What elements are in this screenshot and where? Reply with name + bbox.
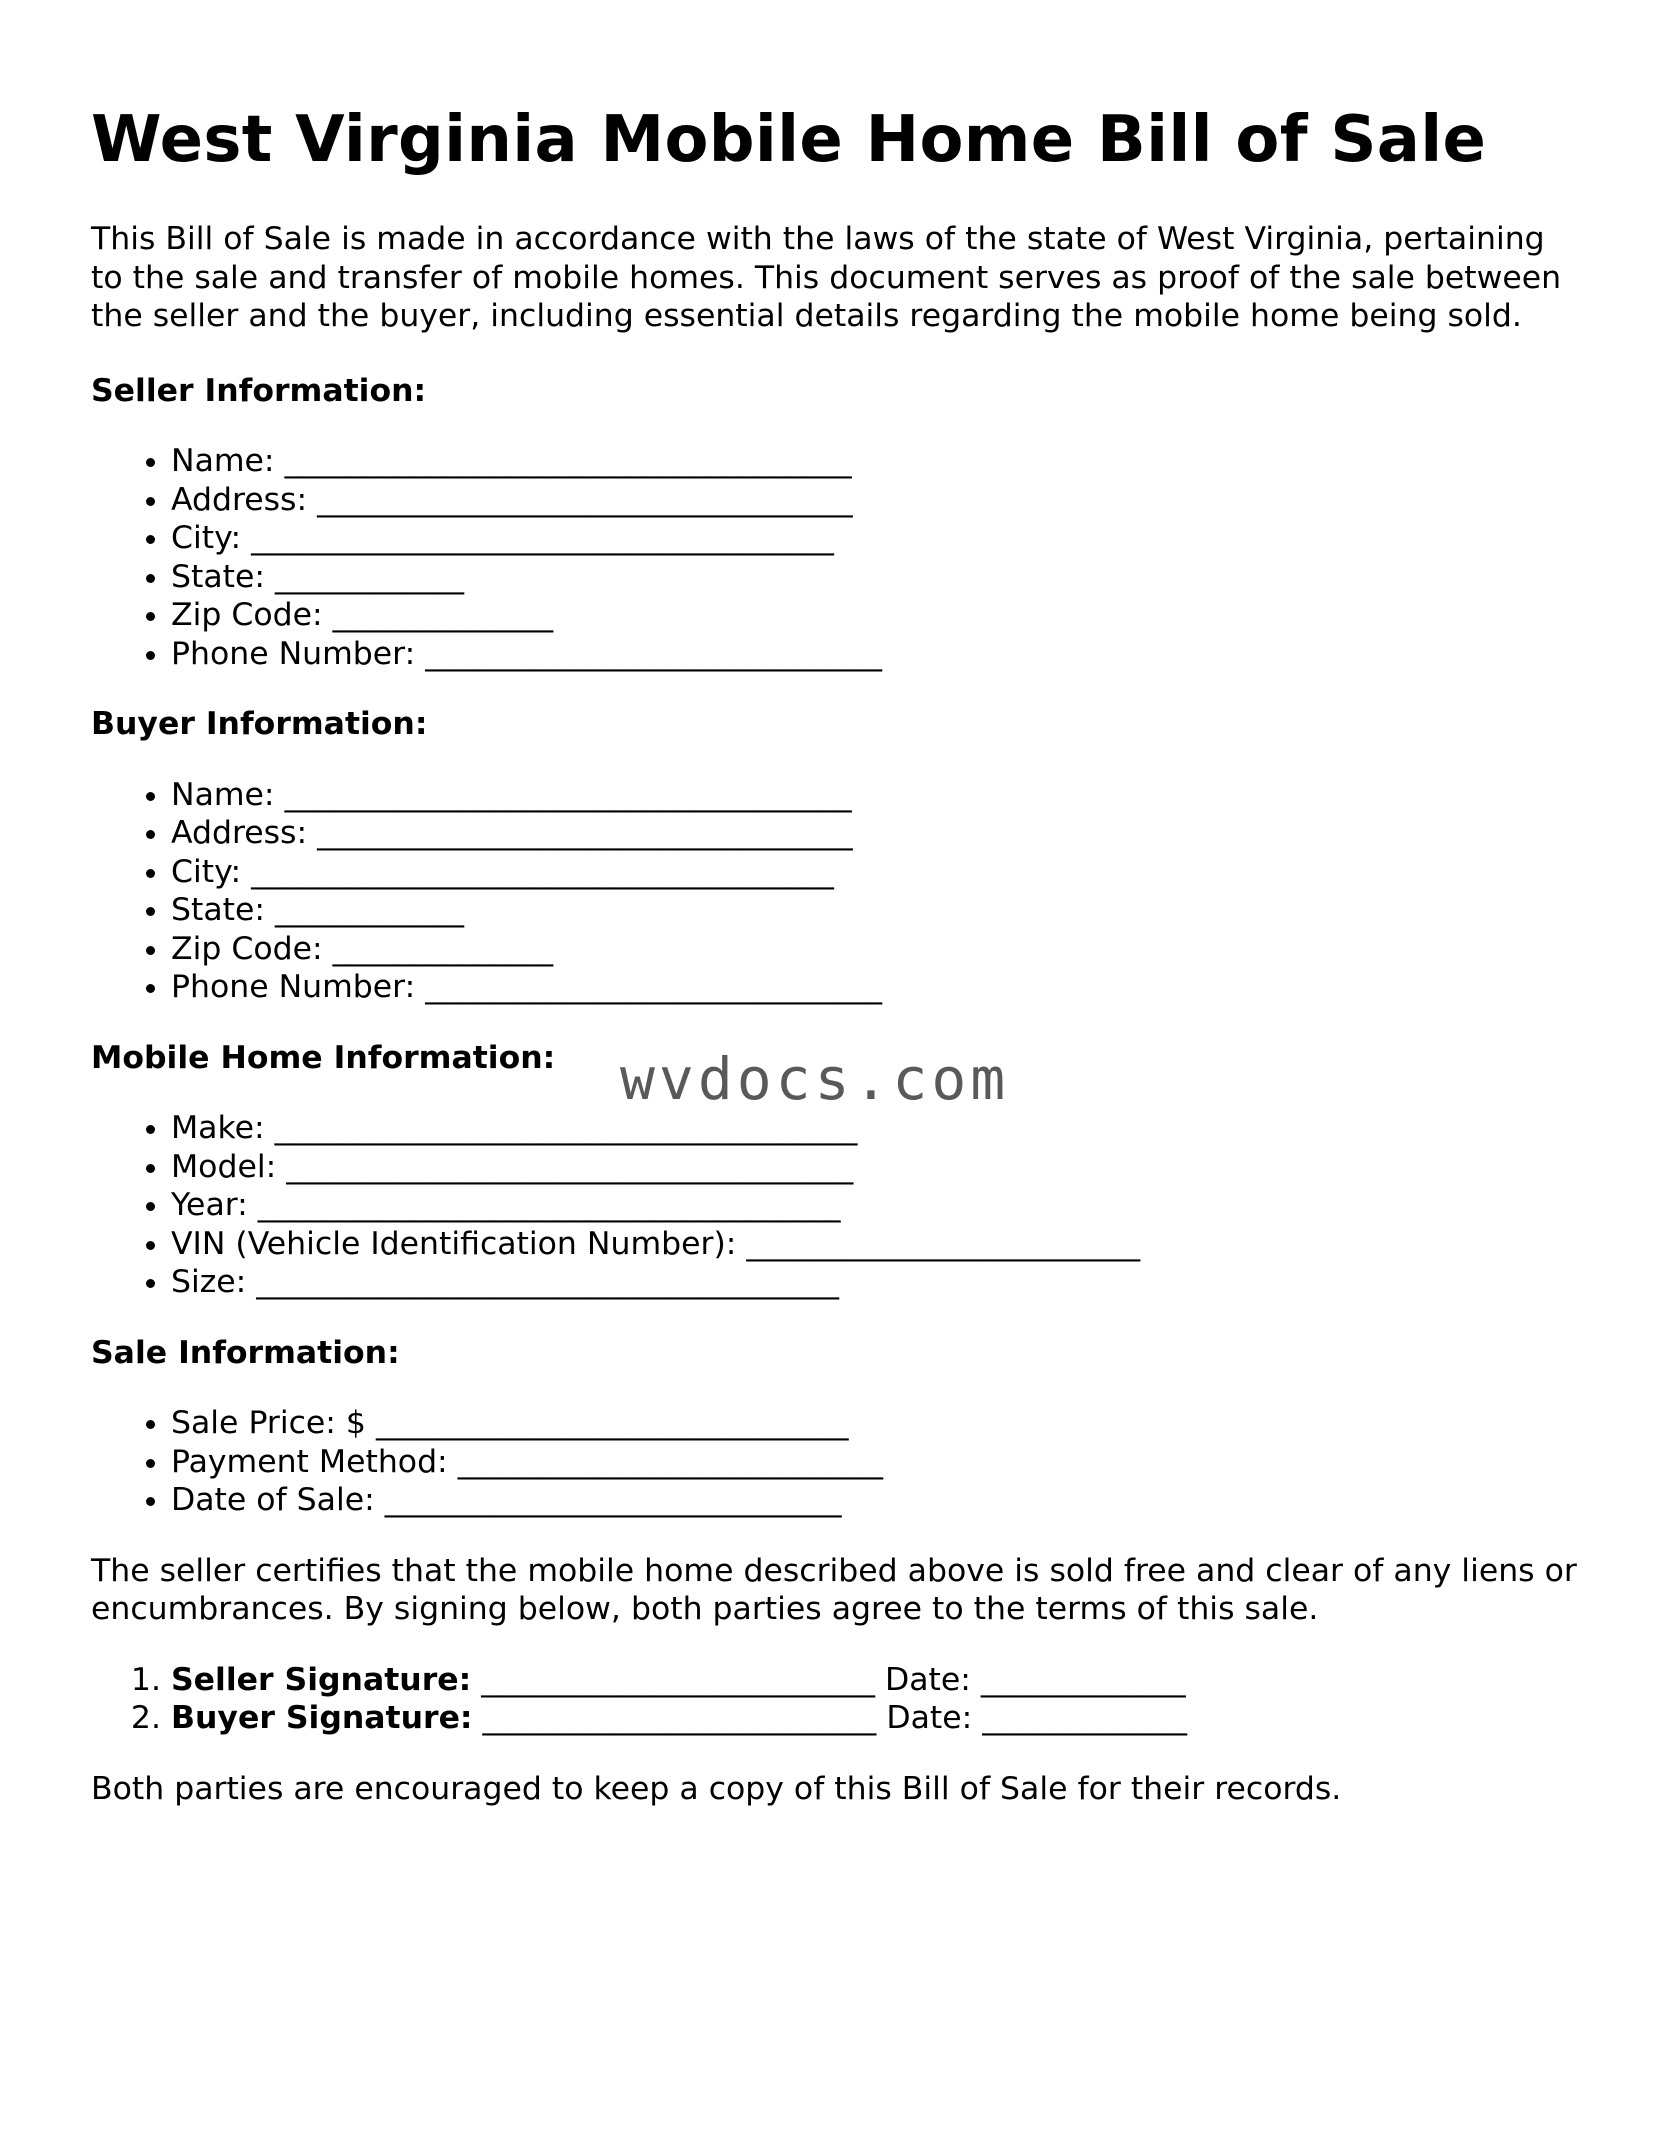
- sale-price-field: • Sale Price: $ ______________________________: [171, 1404, 1581, 1443]
- intro-paragraph: This Bill of Sale is made in accordance with the laws of the state of West Virginia, pertaining to the sale and transfer of mobile homes. This document serves as proof of the sale between the seller and the buyer, including essential details regarding the mobile home being sold.: [91, 221, 1562, 334]
- seller-city-field: • City: _____________________________________: [171, 519, 1581, 558]
- date-of-sale-blank[interactable]: _____________________________: [384, 1482, 842, 1518]
- seller-zip-field: • Zip Code: ______________: [171, 596, 1581, 635]
- seller-signature-line: 1. Seller Signature: _________________________ Date: _____________: [171, 1661, 1581, 1700]
- certification-paragraph: The seller certifies that the mobile home described above is sold free and clear of any liens or encumbrances. By signing below, both parties agree to the terms of this sale.: [91, 1552, 1577, 1627]
- payment-method-blank[interactable]: ___________________________: [457, 1443, 883, 1480]
- buyer-address-blank[interactable]: __________________________________: [317, 815, 853, 851]
- mobile-home-size-field: • Size: _____________________________________: [171, 1263, 1581, 1302]
- buyer-state-field: • State: ____________: [171, 891, 1581, 930]
- buyer-name-field: • Name: ____________________________________: [171, 776, 1581, 815]
- sale-field-list: [91, 1404, 1581, 1520]
- seller-address-field: • Address: __________________________________: [171, 481, 1581, 520]
- buyer-phone-blank[interactable]: _____________________________: [425, 969, 882, 1005]
- payment-method-field: • Payment Method: ___________________________: [171, 1443, 1581, 1482]
- seller-field-list: [91, 442, 1581, 673]
- buyer-name-blank[interactable]: ____________________________________: [284, 776, 852, 813]
- seller-phone-blank[interactable]: _____________________________: [425, 635, 882, 672]
- seller-address-blank[interactable]: __________________________________: [317, 481, 853, 518]
- buyer-signature-line: 2. Buyer Signature: _________________________ Date: _____________: [171, 1699, 1581, 1738]
- seller-signature-blank[interactable]: _________________________: [481, 1661, 875, 1698]
- buyer-heading: Buyer Information:: [91, 706, 428, 742]
- seller-heading: Seller Information:: [91, 372, 427, 409]
- buyer-state-blank[interactable]: ____________: [275, 892, 465, 928]
- document-page: [91, 103, 1581, 1808]
- buyer-address-field: • Address: __________________________________: [171, 814, 1581, 853]
- buyer-zip-field: • Zip Code: ______________: [171, 930, 1581, 969]
- watermark: wvdocs.com: [620, 1045, 1010, 1113]
- buyer-date-blank[interactable]: _____________: [982, 1700, 1187, 1736]
- seller-state-blank[interactable]: ____________: [275, 558, 465, 595]
- date-of-sale-field: • Date of Sale: _____________________________: [171, 1481, 1581, 1520]
- sale-price-blank[interactable]: ______________________________: [375, 1405, 849, 1441]
- mobile-home-heading: Mobile Home Information:: [91, 1039, 556, 1076]
- seller-date-blank[interactable]: _____________: [980, 1661, 1186, 1698]
- mobile-home-year-blank[interactable]: _____________________________________: [257, 1187, 841, 1223]
- buyer-phone-field: • Phone Number: _____________________________: [171, 968, 1581, 1007]
- mobile-home-model-blank[interactable]: ____________________________________: [286, 1148, 854, 1185]
- seller-name-field: • Name: ____________________________________: [171, 442, 1581, 481]
- seller-city-blank[interactable]: _____________________________________: [251, 520, 834, 556]
- buyer-signature-blank[interactable]: _________________________: [482, 1700, 877, 1736]
- document-title: West Virginia Mobile Home Bill of Sale: [91, 103, 1487, 177]
- buyer-city-field: • City: _____________________________________: [171, 853, 1581, 892]
- seller-zip-blank[interactable]: ______________: [332, 597, 554, 633]
- mobile-home-vin-blank[interactable]: _________________________: [746, 1225, 1141, 1262]
- buyer-city-blank[interactable]: _____________________________________: [251, 853, 834, 890]
- seller-state-field: • State: ____________: [171, 558, 1581, 597]
- mobile-home-vin-field: • VIN (Vehicle Identification Number): _________________________: [171, 1225, 1581, 1264]
- seller-phone-field: • Phone Number: _____________________________: [171, 635, 1581, 674]
- mobile-home-field-list: [91, 1109, 1581, 1302]
- buyer-zip-blank[interactable]: ______________: [332, 930, 554, 967]
- buyer-field-list: [91, 776, 1581, 1007]
- mobile-home-size-blank[interactable]: _____________________________________: [256, 1264, 840, 1300]
- mobile-home-make-blank[interactable]: _____________________________________: [274, 1110, 858, 1146]
- mobile-home-model-field: • Model: ____________________________________: [171, 1148, 1581, 1187]
- sale-heading: Sale Information:: [91, 1334, 400, 1371]
- seller-name-blank[interactable]: ____________________________________: [284, 443, 852, 479]
- mobile-home-year-field: • Year: _____________________________________: [171, 1186, 1581, 1225]
- signature-list: [91, 1661, 1581, 1738]
- mobile-home-make-field: • Make: _____________________________________: [171, 1109, 1581, 1148]
- closing-paragraph: Both parties are encouraged to keep a copy of this Bill of Sale for their records.: [91, 1770, 1342, 1807]
